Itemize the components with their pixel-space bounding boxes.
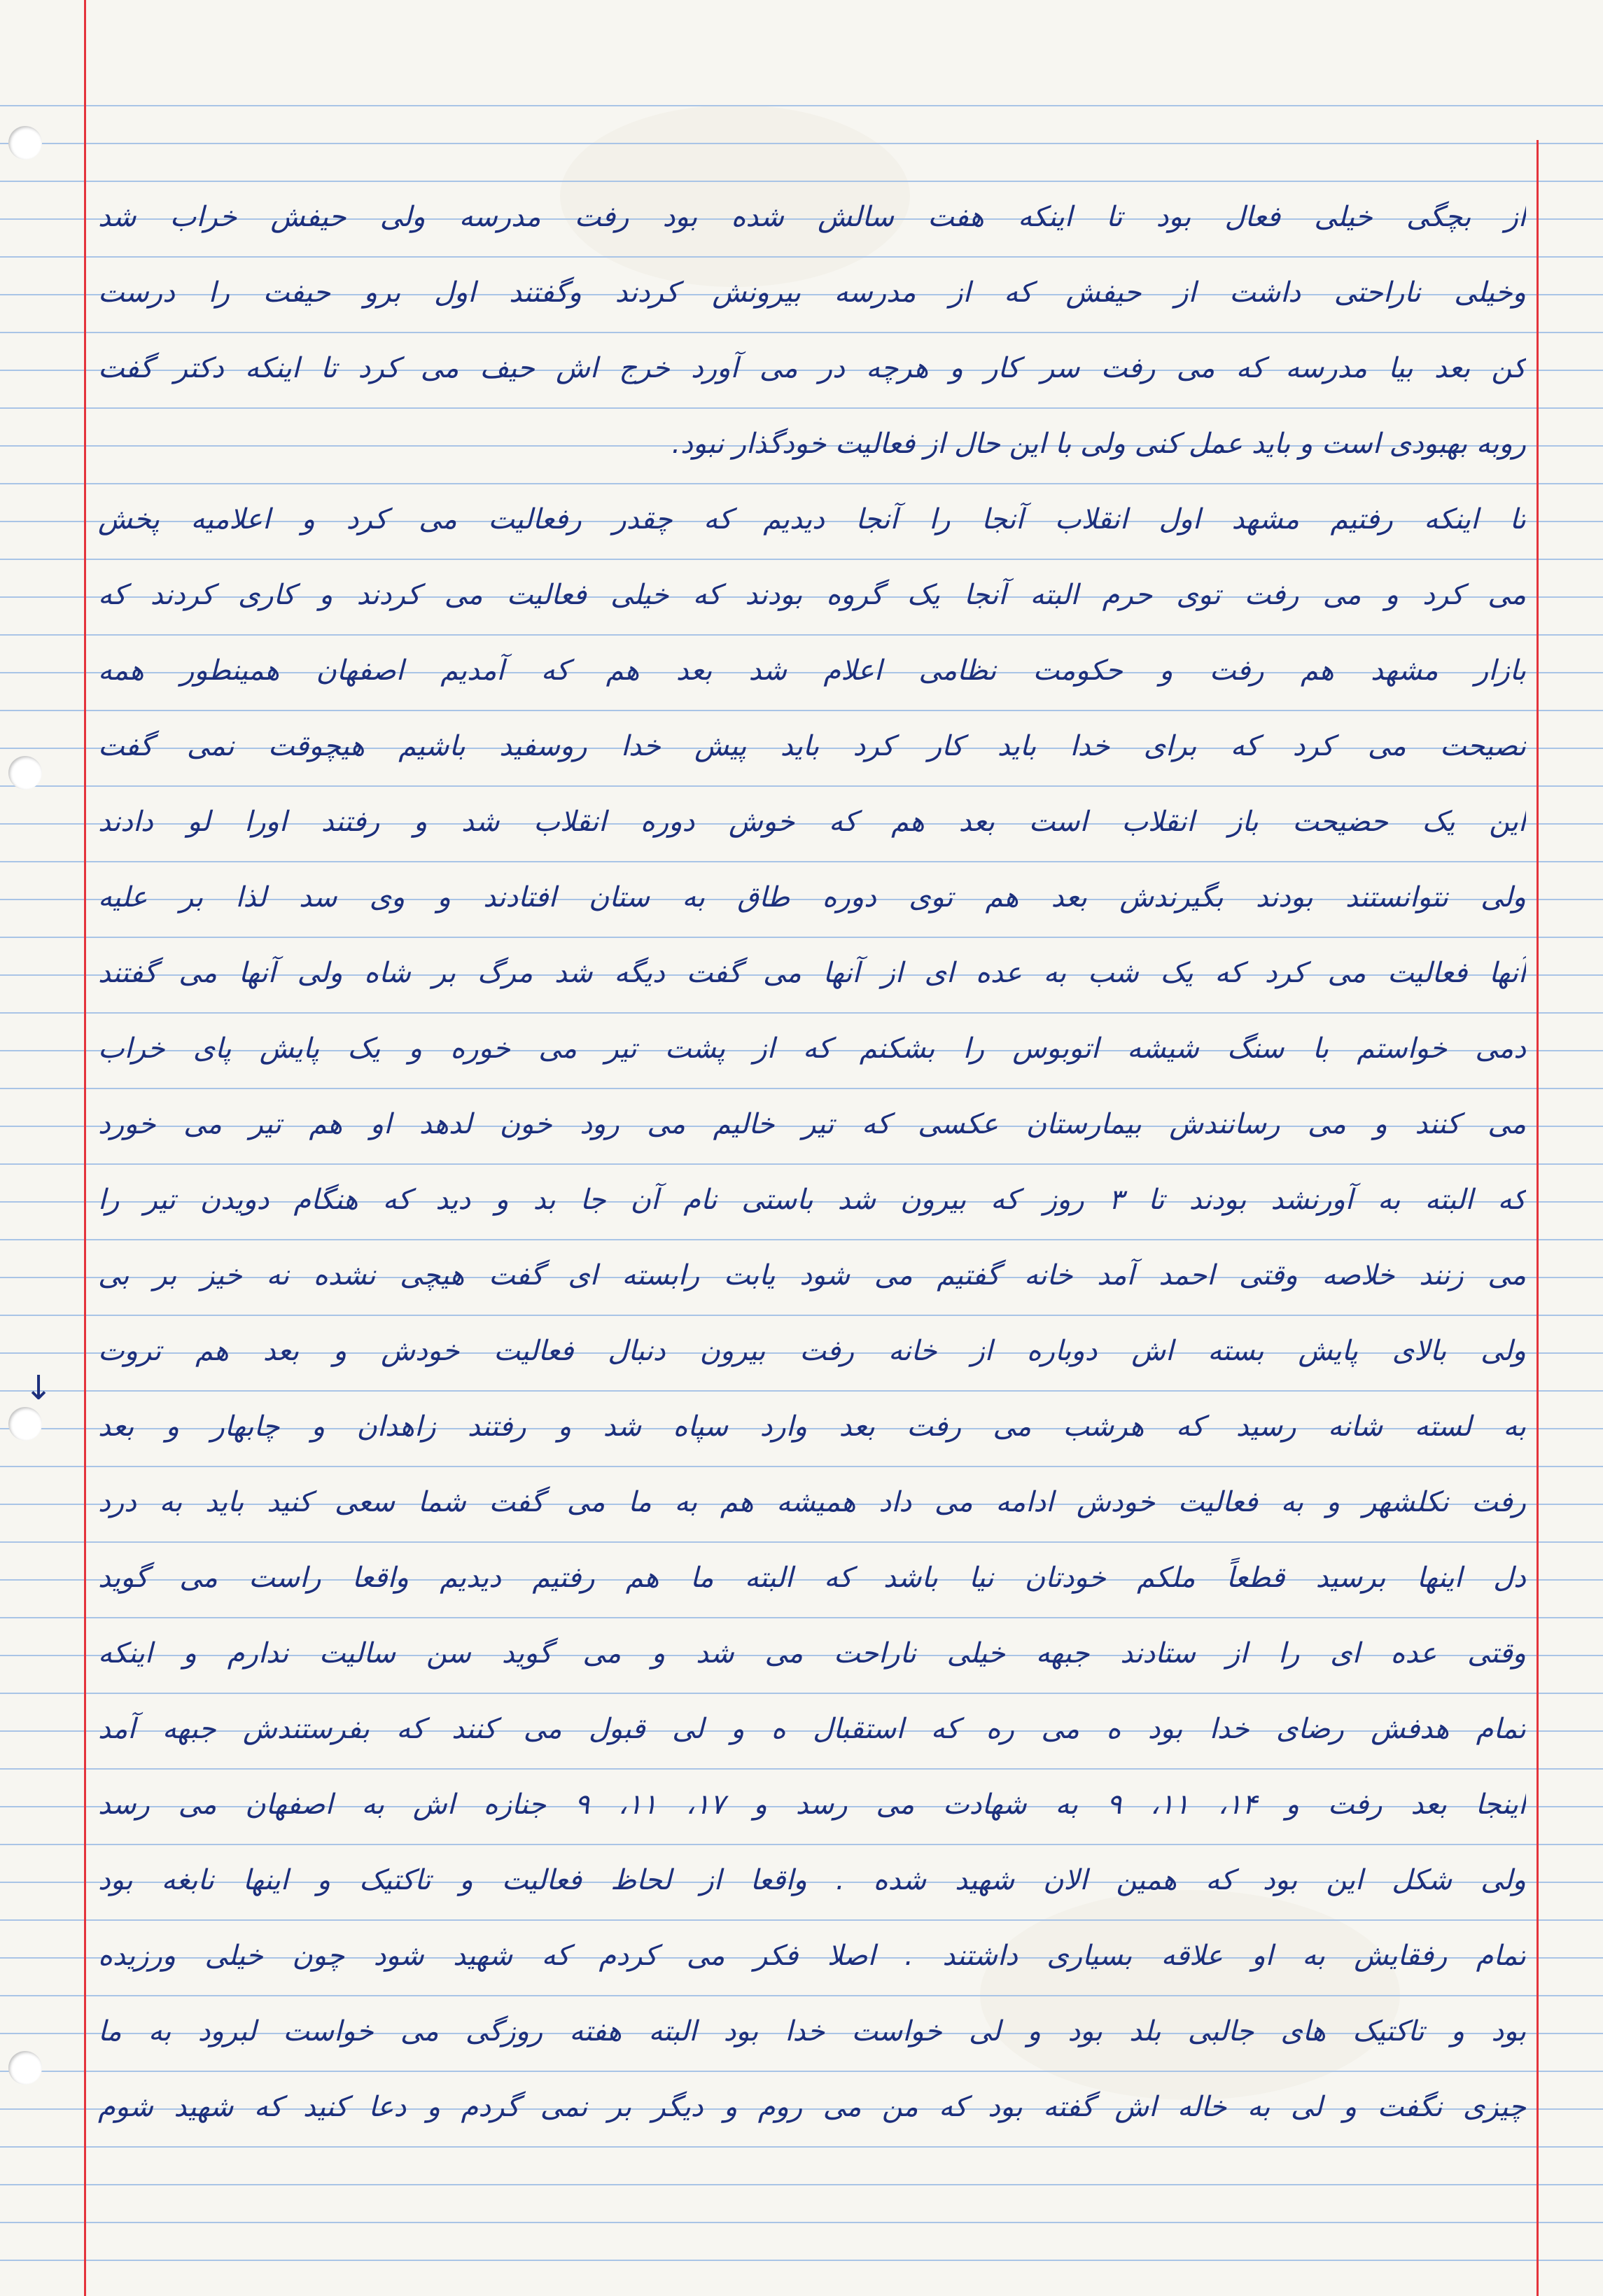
handwritten-text — [98, 168, 1526, 2198]
text-line: دمی خواستم با سنگ شیشه اتوبوس را بشکنم که از پشت تیر می خوره و یک پایش پای خراب — [98, 1032, 1526, 1065]
text-line: نصیحت می کرد که برای خدا باید کار کرد باید پیش خدا روسفید باشیم هیچوقت نمی گفت — [98, 730, 1526, 762]
text-line: آنها فعالیت می کرد که یک شب به عده ای از آنها می گفت دیگه شد مرگ بر شاه ولی آنها می گفتند — [98, 957, 1526, 989]
text-line: دل اینها برسید قطعاً ملکم خودتان نیا باشد که البته ما هم رفتیم دیدیم واقعا راست می گوید — [98, 1562, 1526, 1594]
text-line: به لسته شانه رسید که هرشب می رفت بعد وارد سپاه شد و رفتند زاهدان و چابهار و بعد — [98, 1410, 1526, 1443]
left-margin-line — [84, 0, 86, 2296]
punch-hole — [8, 756, 42, 790]
ruled-line — [0, 2222, 1603, 2223]
text-line: که البته به آورنشد بودند تا ۳ روز که بیرون شد باستی نام آن جا بد و دید که هنگام دویدن تیر را — [98, 1184, 1526, 1216]
text-line: تا اینکه رفتیم مشهد اول انقلاب آنجا را آنجا دیدیم که چقدر رفعالیت می کرد و اعلامیه پخش — [98, 503, 1526, 536]
text-line: ولی شکل این بود که همین الان شهید شده . واقعا از لحاظ فعالیت و تاکتیک و اینها نابغه بود — [98, 1864, 1526, 1896]
text-line: روبه بهبودی است و باید عمل کنی ولی با این حال از فعالیت خودگذار نبود. — [671, 428, 1526, 460]
text-line: تمام هدفش رضای خدا بود ه می ره که استقبال ه و لی قبول می کنند که بفرستندش جبهه آمد — [98, 1713, 1526, 1745]
punch-hole — [8, 1407, 42, 1441]
punch-hole — [8, 126, 42, 160]
text-line: رفت نکلشهر و به فعالیت خودش ادامه می داد همیشه هم به ما می گفت شما سعی کنید باید به درد — [98, 1486, 1526, 1518]
ruled-line — [0, 2260, 1603, 2261]
text-line: از بچگی خیلی فعال بود تا اینکه هفت سالش شده بود رفت مدرسه ولی حیفش خراب شد — [98, 201, 1526, 233]
text-line: اینجا بعد رفت و ۱۴، ۱۱، ۹ به شهادت می رسد و ۱۷، ۱۱، ۹ جنازه اش به اصفهان می رسد — [98, 1788, 1526, 1821]
text-line: بازار مشهد هم رفت و حکومت نظامی اعلام شد بعد هم که آمدیم اصفهان همینطور همه — [98, 654, 1526, 687]
text-line: ولی نتوانستند بودند بگیرندش بعد هم توی دوره طاق به ستان افتادند و وی سد لذا بر علیه — [98, 881, 1526, 913]
punch-hole — [8, 2051, 42, 2085]
text-line: بود و تاکتیک های جالبی بلد بود و لی خواست خدا بود البته هفته روزگی می خواست لبرود به ما — [98, 2015, 1526, 2047]
text-line: ولی بالای پایش بسته اش دوباره از خانه رفت بیرون دنبال فعالیت خودش و بعد هم تروت — [98, 1335, 1526, 1367]
margin-arrow-mark: ↓ — [24, 1368, 53, 1408]
text-line: وقتی عده ای را از ستادند جبهه خیلی ناراحت می شد و می گوید سن سالیت ندارم و اینکه — [98, 1637, 1526, 1670]
ruled-line — [0, 143, 1603, 144]
ruled-line — [0, 105, 1603, 106]
text-line: می کنند و می رسانندش بیمارستان عکسی که تیر خالیم می رود خون لدهد او هم تیر می خورد — [98, 1108, 1526, 1140]
right-margin-line — [1536, 140, 1539, 2296]
text-line: چیزی نگفت و لی به خاله اش گفته بود که من می روم و دیگر بر نمی گردم و دعا کنید که شهید شوم — [98, 2091, 1526, 2123]
text-line: کن بعد بیا مدرسه که می رفت سر کار و هرچه در می آورد خرج اش حیف می کرد تا اینکه دکتر گفت — [98, 352, 1526, 384]
text-line: این یک حضیحت باز انقلاب است بعد هم که خوش دوره انقلاب شد و رفتند اورا لو دادند — [98, 806, 1526, 838]
text-line: وخیلی ناراحتی داشت از حیفش که از مدرسه بیرونش کردند وگفتند اول برو حیفت را درست — [98, 276, 1526, 309]
text-line: می کرد و می رفت توی حرم البته آنجا یک گروه بودند که خیلی فعالیت می کردند و کاری کردند که — [98, 579, 1526, 611]
text-line: می زنند خلاصه وقتی احمد آمد خانه گفتیم می شود یابت رابسته ای گفت هیچی نشده نه خیز بر بی — [98, 1259, 1526, 1292]
text-line: تمام رفقایش به او علاقه بسیاری داشتند . اصلا فکر می کردم که شهید شود چون خیلی ورزیده — [98, 1940, 1526, 1972]
